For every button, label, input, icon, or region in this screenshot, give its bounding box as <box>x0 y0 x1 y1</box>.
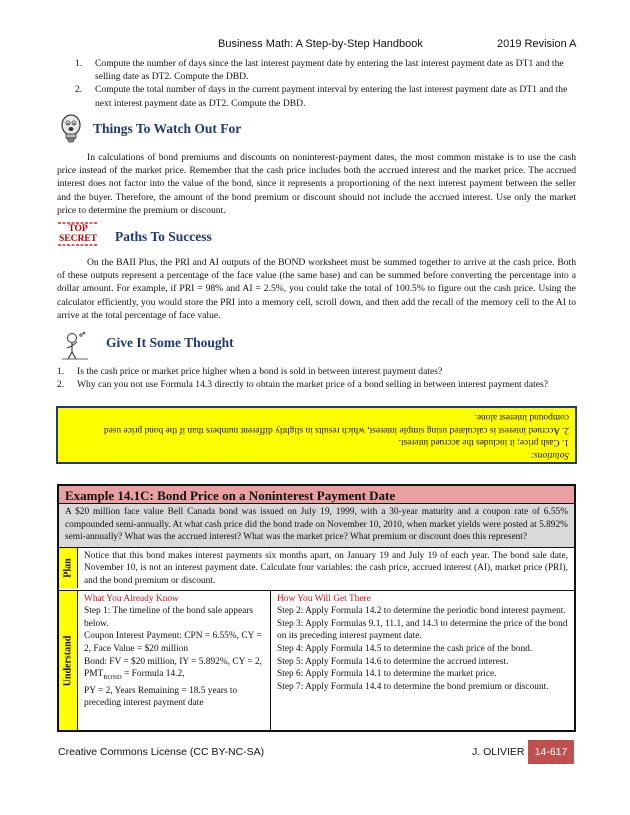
intro-steps <box>75 57 575 110</box>
goal-line-5: Step 6: Apply Formula 14.1 to determine the market price. <box>277 669 497 680</box>
understand-row <box>59 591 574 731</box>
goal-line-4: Step 5: Apply Formula 14.6 to determine the accrued interest. <box>277 656 509 667</box>
plan-row <box>59 548 574 591</box>
list-item: 1. Compute the number of days since the last interest payment date by entering the last interest payment date as DT1 and the selling date as DT2. Compute the DBD. <box>75 58 564 83</box>
success-title: Paths To Success <box>115 229 212 244</box>
solutions-content <box>58 408 575 464</box>
thought-questions <box>57 365 577 391</box>
plan-label-cell <box>59 548 78 588</box>
goal-line-1: Step 2: Apply Formula 14.2 to determine the periodic bond interest payment. <box>277 606 566 617</box>
revision-label: 2019 Revision A <box>497 38 577 50</box>
known-column <box>78 591 271 731</box>
goal-line-2: Step 3: Apply Formulas 9.1, 11.1, and 14.3 to determine the price of the bond on its preceding interest payment date. <box>277 618 568 642</box>
list-item: 2. Compute the total number of days in the current payment interval by entering the last interest payment date as DT1 and the next interest payment date as DT2. Compute the DBD. <box>75 84 568 109</box>
watch-out-title: Things To Watch Out For <box>93 121 242 136</box>
known-line-3: Bond: FV = $20 million, IY = 5.892%, CY = 2, $PMT_{BOND}$ = Formula 14.2, <box>84 656 263 681</box>
example-title: Example 14.1C: Bond Price on a Noninterest Payment Date <box>59 486 574 504</box>
known-line-1: Step 1: The timeline of the bond sale appears below. <box>84 606 254 629</box>
list-item: 1. Is the cash price or market price higher when a bond is sold in between interest payment dates? <box>57 366 443 377</box>
author-name: J. OLIVIER <box>472 746 525 758</box>
success-text: On the BAII Plus, the PRI and AI outputs of the BOND worksheet must be summed together to arrive at the cash price. Both of these outputs represent a percentage of the face value (the same base) and can be summed before converting the percentage into a dollar amount. For example, if PRI = 98% and AI = 2.5%, you could take the total of 100.5% to figure out the cash price. Using the calculator efficiently, you would store the PRI into a memory cell, scroll down, and then add the recall of the memory cell to the AI to arrive at the total percentage of face value. <box>57 257 576 321</box>
known-line-2: Coupon Interest Payment: CPN = 6.55%, CY = 2, Face Value = $20 million <box>84 631 262 654</box>
solution-answer-2: 2. Accrued interest is calculated using simple interest, which results in slightly different numbers than if the bond price used compound interest alone. <box>103 412 569 435</box>
example-table <box>57 484 576 732</box>
plan-text: Notice that this bond makes interest payments six months apart, on January 19 and July 19 of each year. The bond sale date, November 10, is not an interest payment date. Calculate four variables: the cash price, accrued interest (AI), market price (PRI), and the bond premium or discount. <box>84 550 568 586</box>
solution-answer-1: 1. Cash price; it includes the accrued interest. <box>398 437 569 448</box>
example-problem: A $20 million face value Bell Canada bond was issued on July 19, 1999, with a 30-year maturity and a coupon rate of 6.55% compounded semi-annually. At what cash price did the bond trade on November 10, 2010, when market yields were posted at 5.892% semi-annually? What was the accrued interest? What was the market price? What premium or discount does this represent? <box>59 504 574 548</box>
goal-column <box>271 591 574 731</box>
understand-label-cell <box>59 591 78 731</box>
top-secret-icon <box>57 221 99 247</box>
known-heading: What You Already Know <box>84 593 179 604</box>
icon-line-top: TOP <box>68 224 88 234</box>
book-title: Business Math: A Step-by-Step Handbook <box>218 38 423 50</box>
lightbulb-icon <box>58 114 84 144</box>
understand-label: Understand <box>62 635 74 686</box>
page-number-badge: 14-617 <box>528 740 574 764</box>
thinking-figure-icon <box>60 331 90 361</box>
icon-line-secret: SECRET <box>58 234 97 244</box>
known-line-4: PY = 2, Years Remaining = 18.5 years to preceding interest payment date <box>84 685 238 709</box>
solutions-label: Solutions: <box>530 450 569 460</box>
list-item: 2. Why can you not use Formula 14.3 directly to obtain the market price of a bond selling in between interest payment dates? <box>57 379 549 391</box>
thought-title: Give It Some Thought <box>106 335 234 350</box>
goal-line-6: Step 7: Apply Formula 14.4 to determine the bond premium or discount. <box>277 681 549 692</box>
goal-heading: How You Will Get There <box>277 593 371 604</box>
watch-out-text: In calculations of bond premiums and discounts on noninterest-payment dates, the most common mistake is to use the cash price instead of the market price. Remember that the cash price includes both the accrued interest and the market price. The accrued interest does not factor into the value of the bond, since it represents a proportioning of the next interest payment between the seller and the buyer. Therefore, the amount of the bond premium or discount should not include the accrued interest. Use only the market price to determine the premium or discount. <box>57 152 576 216</box>
goal-line-3: Step 4: Apply Formula 14.5 to determine the cash price of the bond. <box>277 643 533 654</box>
license-text: Creative Commons License (CC BY-NC-SA) <box>58 746 265 758</box>
solutions-box <box>56 406 577 464</box>
plan-label: Plan <box>62 558 74 578</box>
